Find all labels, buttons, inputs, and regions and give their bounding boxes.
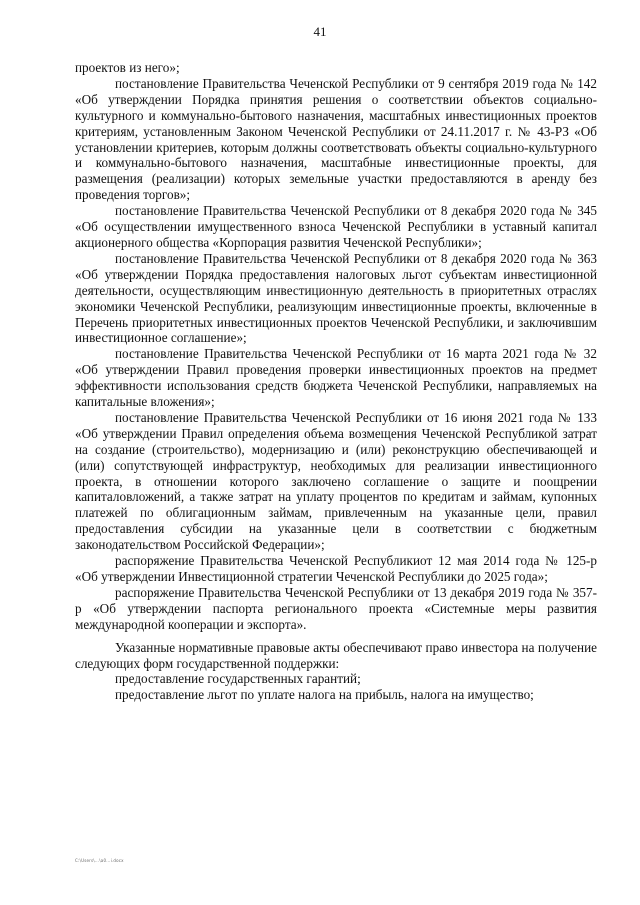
document-body — [75, 60, 597, 703]
paragraph: распоряжение Правительства Чеченской Республикиот 12 мая 2014 года № 125-р «Об утверждении Инвестиционной стратегии Чеченской Республики до 2025 года»; — [75, 553, 597, 584]
paragraph: постановление Правительства Чеченской Республики от 16 марта 2021 года № 32 «Об утверждении Правил проведения проверки инвестиционных проектов на предмет эффективности использования средств бюджета Чеченской Республики, направляемых на капитальные вложения»; — [75, 346, 597, 410]
paragraph: постановление Правительства Чеченской Республики от 9 сентября 2019 года № 142 «Об утверждении Порядка принятия решения о соответствии объектов социально-культурного и коммунально-бытового назначения, масштабных инвестиционных проектов критериям, установленным Законом Чеченской Республики от 24.11.2017 г. № 43-РЗ «Об установлении критериев, которым должны соответствовать объекты социально-культурного и коммунально-бытового назначения, масштабные инвестиционные проекты, для размещения (реализации) которых земельные участки предоставляются в аренду без проведения торгов»; — [75, 75, 597, 203]
page-number: 41 — [313, 24, 327, 39]
paragraph: Указанные нормативные правовые акты обеспечивают право инвестора на получение следующих форм государственной поддержки: — [75, 639, 597, 671]
paragraph-continuation: проектов из него»; — [75, 60, 180, 75]
paragraph: распоряжение Правительства Чеченской Республики от 13 декабря 2019 года № 357-р «Об утверждении паспорта регионального проекта «Системные меры развития международной кооперации и экспорта». — [75, 584, 597, 632]
footer-file-reference: C:\Users\...\a0...i.docx — [75, 858, 124, 863]
paragraph: постановление Правительства Чеченской Республики от 16 июня 2021 года № 133 «Об утверждении Правил определения объема возмещения Чеченской Республикой затрат на создание (строительство), модернизацию и (или) реконструкцию обеспечивающей и (или) сопутствующей инфраструктур, необходимых для реализации инвестиционного проекта, в отношении которого заключено соглашение о защите и поощрении капиталовложений, а также затрат на уплату процентов по кредитам и займам, купонных платежей по облигационным займам, привлеченным на указанные цели, правил предоставления субсидии на указанные цели в соответствии с бюджетным законодательством Российской Федерации»; — [75, 409, 597, 553]
paragraph: постановление Правительства Чеченской Республики от 8 декабря 2020 года № 363 «Об утверждении Порядка предоставления налоговых льгот субъектам инвестиционной деятельности, осуществляющим инвестиционную деятельность в приоритетных отраслях экономики Чеченской Республики, реализующим инвестиционные проекты, включенные в Перечень приоритетных инвестиционных проектов Чеченской Республики, и заключившим инвестиционное соглашение»; — [75, 250, 597, 346]
paragraph: предоставление льгот по уплате налога на прибыль, налога на имущество; — [115, 687, 534, 703]
paragraph: постановление Правительства Чеченской Республики от 8 декабря 2020 года № 345 «Об осуществлении имущественного взноса Чеченской Республики в уставный капитал акционерного общества «Корпорация развития Чеченской Республики»; — [75, 203, 597, 250]
paragraph: предоставление государственных гарантий; — [115, 671, 361, 687]
